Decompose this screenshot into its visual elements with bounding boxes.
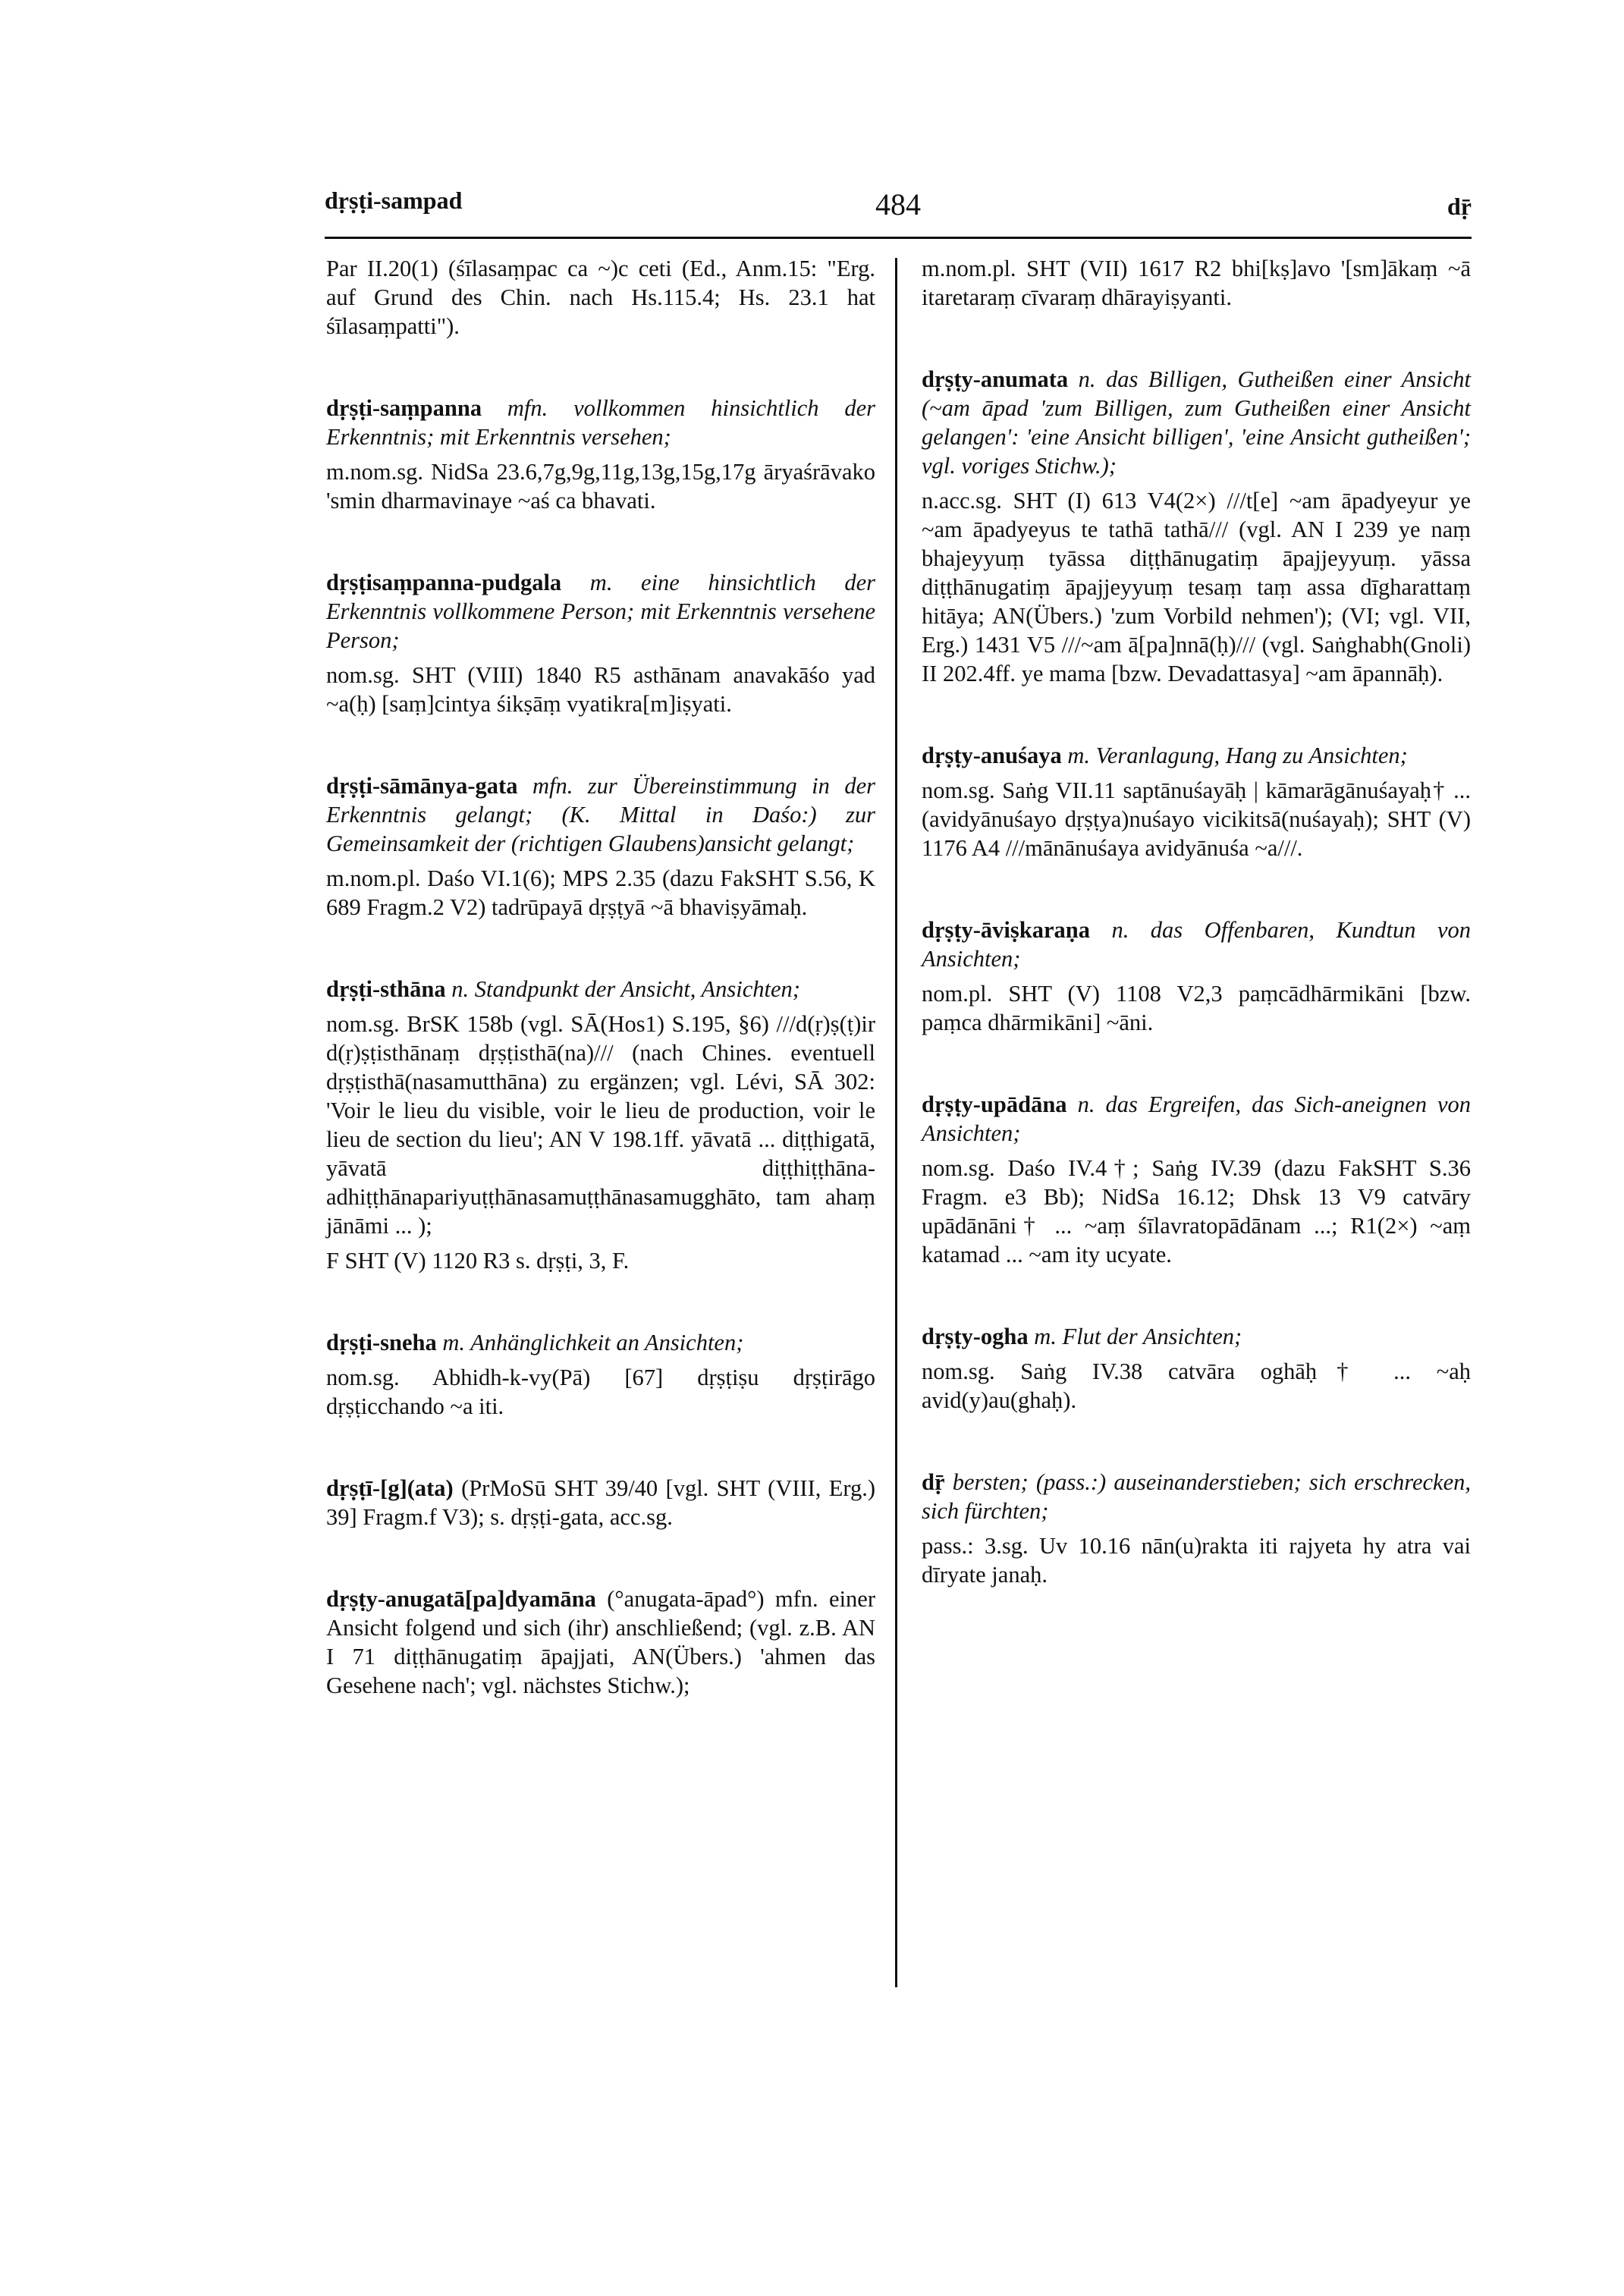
entry-definition: mfn. zur Übereinstimmung in der Erkenntnis gelangt; (K. Mittal in Daśo:) zur Gemeinsamkeit der (richtigen Glaubens)ansicht gelangt; bbox=[326, 773, 875, 856]
page-header bbox=[325, 187, 1472, 232]
entry-definition: m. Veranlagung, Hang zu Ansichten; bbox=[1067, 743, 1408, 768]
entry bbox=[922, 1090, 1471, 1148]
entry bbox=[326, 771, 875, 858]
entry-definition: n. das Ergreifen, das Sich-aneignen von Ansichten; bbox=[922, 1091, 1471, 1146]
entry bbox=[922, 1322, 1471, 1351]
header-right-keyword: dṝ bbox=[1447, 193, 1472, 220]
entry bbox=[922, 365, 1471, 480]
entry-citation: nom.sg. SHT (VIII) 1840 R5 asthānam anavakāśo yad ~a(ḥ) [saṃ]cintya śikṣāṃ vyatikra[m]iṣyati. bbox=[326, 662, 875, 717]
entry bbox=[922, 916, 1471, 973]
entry-headword: dṛṣṭi-saṃpanna bbox=[326, 395, 482, 421]
entry-headword: dṛṣṭi-sāmānya-gata bbox=[326, 773, 518, 799]
entry bbox=[326, 1474, 875, 1531]
entry bbox=[326, 975, 875, 1004]
entry bbox=[326, 568, 875, 655]
entry-citation: m.nom.sg. NidSa 23.6,7g,9g,11g,13g,15g,17g āryaśrāvako 'smin dharmavinaye ~aś ca bhavati. bbox=[326, 459, 875, 514]
entry-definition: mfn. vollkommen hinsichtlich der Erkenntnis; mit Erkenntnis versehen; bbox=[326, 395, 876, 450]
entry-headword: dṛṣṭī-[g](ata) bbox=[326, 1475, 454, 1501]
entry-citation: (PrMoSū SHT 39/40 [vgl. SHT (VIII, Erg.) 39] Fragm.f V3); s. dṛṣṭi-gata, acc.sg. bbox=[326, 1475, 875, 1530]
entry-citation: nom.sg. Abhidh-k-vy(Pā) [67] dṛṣṭiṣu dṛṣṭirāgo dṛṣṭicchando ~a iti. bbox=[326, 1365, 875, 1419]
entry-headword: dṛṣṭy-ogha bbox=[922, 1324, 1029, 1349]
entry-citation: nom.sg. Daśo IV.4†; Saṅg IV.39 (dazu FakSHT S.36 Fragm. e3 Bb); NidSa 16.12; Dhsk 13 V9 catvāry upādānāni† ... ~aṃ śīlavratopādānam ...; R1(2×) ~aṃ katamad ... ~am ity ucyate. bbox=[922, 1155, 1471, 1267]
entry-definition: n. das Offenbaren, Kundtun von Ansichten; bbox=[922, 917, 1472, 972]
header-left-keyword: dṛṣṭi-sampad bbox=[325, 187, 463, 214]
entry-definition: m. Flut der Ansichten; bbox=[1034, 1324, 1242, 1349]
entry-headword: dṛṣṭy-upādāna bbox=[922, 1091, 1067, 1117]
header-rule bbox=[325, 237, 1472, 239]
entry-citation: pass.: 3.sg. Uv 10.16 nān(u)rakta iti rajyeta hy atra vai dīryate janaḥ. bbox=[922, 1533, 1471, 1588]
entry-headword: dṛṣṭy-āviṣkaraṇa bbox=[922, 917, 1090, 943]
entry-headword: dṝ bbox=[922, 1469, 945, 1495]
entry-text: Par II.20(1) (śīlasaṃpac ca ~)c ceti (Ed., Anm.15: "Erg. auf Grund des Chin. nach Hs.115.4; Hs. 23.1 hat śīlasaṃpatti"). bbox=[326, 256, 875, 339]
entry bbox=[326, 1328, 875, 1357]
entry-citation: nom.sg. Saṅg IV.38 catvāra oghāḥ† ... ~aḥ avid(y)au(ghaḥ). bbox=[922, 1358, 1471, 1413]
entry bbox=[922, 741, 1471, 770]
entry-citation: nom.sg. Saṅg VII.11 saptānuśayāḥ | kāmarāgānuśayaḥ† ... (avidyānuśayo dṛṣṭya)nuśayo vicikitsā(nuśayaḥ); SHT (V) 1176 A4 ///mānānuśaya avidyānuśa ~a///. bbox=[922, 777, 1471, 861]
entry-definition: bersten; (pass.:) auseinanderstieben; sich erschrecken, sich fürchten; bbox=[922, 1469, 1471, 1524]
entry-citation: m.nom.pl. Daśo VI.1(6); MPS 2.35 (dazu FakSHT S.56, K 689 Fragm.2 V2) tadrūpayā dṛṣṭyā ~ā bhaviṣyāmaḥ. bbox=[326, 865, 875, 920]
entry bbox=[326, 1585, 875, 1700]
entry-headword: dṛṣṭy-anumata bbox=[922, 366, 1069, 392]
entry-continuation bbox=[326, 254, 875, 341]
entry-headword: dṛṣṭi-sthāna bbox=[326, 976, 446, 1002]
right-column bbox=[922, 254, 1471, 1589]
entry-citation: nom.pl. SHT (V) 1108 V2,3 paṃcādhārmikāni [bzw. paṃca dhārmikāni] ~āni. bbox=[922, 981, 1471, 1035]
page-number: 484 bbox=[875, 187, 921, 221]
entry-definition: m. Anhänglichkeit an Ansichten; bbox=[442, 1330, 744, 1355]
column-divider bbox=[895, 258, 897, 1987]
entry-continuation bbox=[922, 254, 1471, 312]
entry bbox=[922, 1468, 1471, 1525]
left-column bbox=[326, 254, 875, 1700]
entry-citation: n.acc.sg. SHT (I) 613 V4(2×) ///t[e] ~am āpadyeyur ye ~am āpadyeyus te tathā tathā/// (vgl. AN I 239 ye naṃ bhajeyyuṃ tyāssa diṭṭhānugatiṃ āpajjeyyuṃ. yāssa diṭṭhānugatiṃ āpajjeyyuṃ tesaṃ taṃ assa dīgharattaṃ hitāya; AN(Übers.) 'zum Vorbild nehmen'); (VI; vgl. VII, Erg.) 1431 V5 ///~am ā[pa]nnā(ḥ)/// (vgl. Saṅghabh(Gnoli) II 202.4ff. ye mama [bzw. Devadattasya] ~am āpannāḥ). bbox=[922, 488, 1471, 686]
entry-text: m.nom.pl. SHT (VII) 1617 R2 bhi[kṣ]avo '[sm]ākaṃ ~ā itaretaraṃ cīvaraṃ dhārayiṣyanti. bbox=[922, 256, 1471, 310]
entry-headword: dṛṣṭy-anuśaya bbox=[922, 743, 1062, 768]
entry bbox=[326, 394, 875, 451]
entry-citation: nom.sg. BrSK 158b (vgl. SĀ(Hos1) S.195, §6) ///d(ṛ)ṣ(ṭ)ir d(ṛ)ṣṭisthānaṃ dṛṣṭisthā(na)/// (nach Chines. eventuell dṛṣṭisthā(nasamutthāna) zu ergänzen; vgl. Lévi, SĀ 302: 'Voir le lieu du visible, voir le lieu de production, voir le lieu de section du lieu'; AN V 198.1ff. yāvatā ... diṭṭhigatā, yāvatā diṭṭhiṭṭhāna-adhiṭṭhānapariyuṭṭhānasamuṭṭhānasamugghāto, tam ahaṃ jānāmi ... ); bbox=[326, 1011, 875, 1239]
entry-headword: dṛṣṭy-anugatā[pa]dyamāna bbox=[326, 1586, 596, 1612]
entry-definition: n. das Billigen, Gutheißen einer Ansicht (~am āpad 'zum Billigen, zum Gutheißen einer Ansicht gelangen': 'eine Ansicht billigen', 'eine Ansicht gutheißen'; vgl. voriges Stichw.); bbox=[922, 366, 1472, 479]
entry-headword: dṛṣṭi-sneha bbox=[326, 1330, 437, 1355]
entry-definition: n. Standpunkt der Ansicht, Ansichten; bbox=[451, 976, 800, 1002]
entry-cross-reference: F SHT (V) 1120 R3 s. dṛṣṭi, 3, F. bbox=[326, 1248, 630, 1274]
entry-definition: m. eine hinsichtlich der Erkenntnis vollkommene Person; mit Erkenntnis versehene Person; bbox=[326, 570, 876, 653]
entry-definition: (°anugata-āpad°) mfn. einer Ansicht folgend und sich (ihr) anschließend; (vgl. z.B. AN I 71 diṭṭhānugatiṃ āpajjati, AN(Übers.) 'ahmen das Gesehene nach'; vgl. nächstes Stichw.); bbox=[326, 1586, 875, 1698]
entry-headword: dṛṣṭisaṃpanna-pudgala bbox=[326, 570, 562, 595]
